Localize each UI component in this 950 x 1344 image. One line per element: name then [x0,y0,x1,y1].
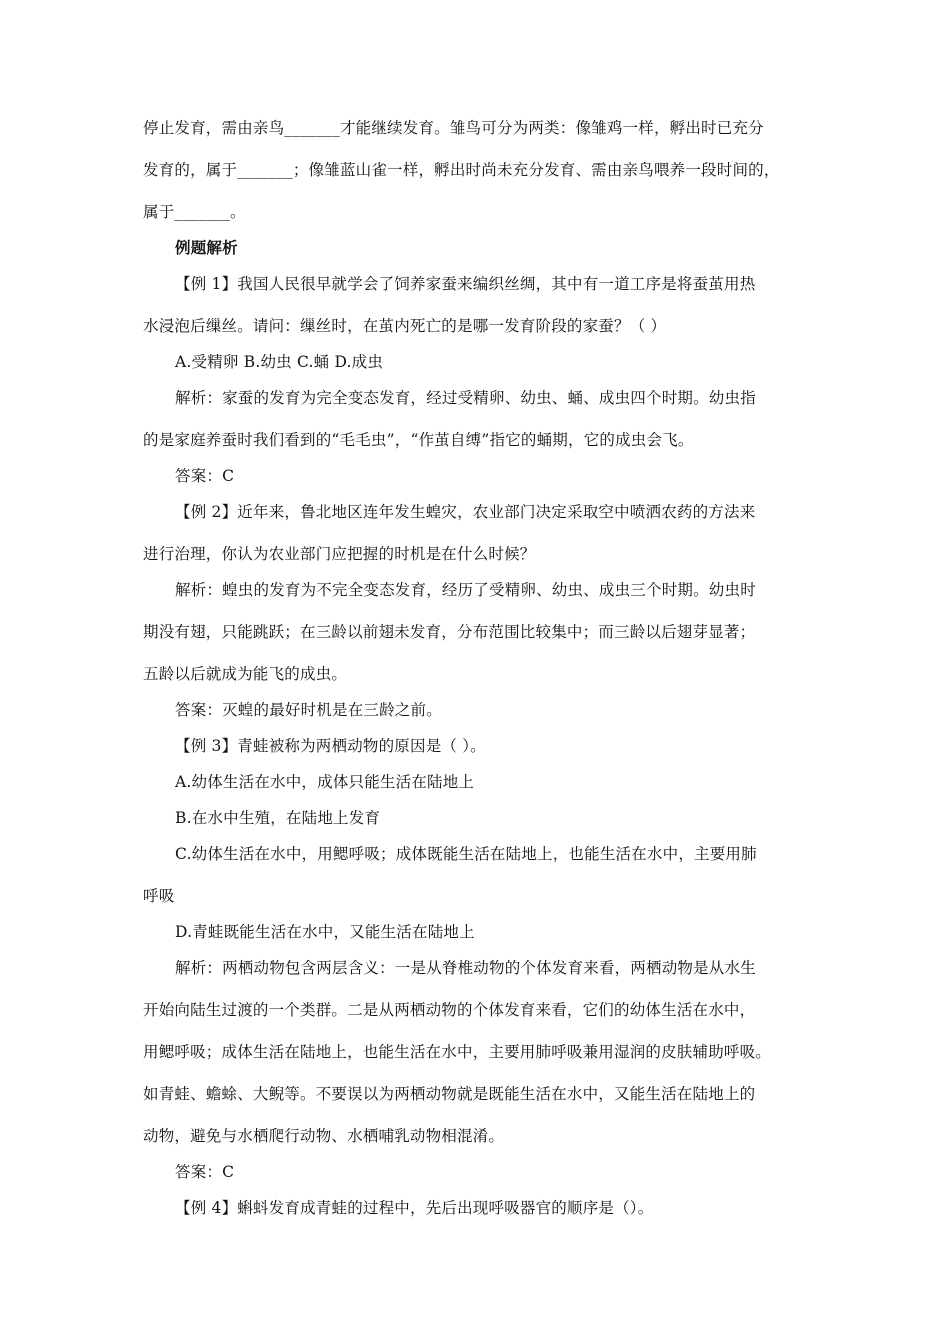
text-line: 的是家庭养蚕时我们看到的“毛毛虫”，“作茧自缚”指它的蛹期，它的成虫会飞。 [143,431,694,449]
text-line: C.幼体生活在水中，用鳃呼吸；成体既能生活在陆地上，也能生活在水中，主要用肺 [175,845,757,863]
text-line: 属于_______。 [143,203,246,221]
text-line: 发育的，属于_______；像雏蓝山雀一样，孵出时尚未充分发育、需由亲鸟喂养一段时间的， [143,161,780,179]
text-line: 【例 4】蝌蚪发育成青蛙的过程中，先后出现呼吸器官的顺序是（）。 [175,1199,654,1217]
text-line: 解析：家蚕的发育为完全变态发育，经过受精卵、幼虫、蛹、成虫四个时期。幼虫指 [175,389,756,407]
text-line: 答案：C [175,1163,235,1181]
text-line: 用鳃呼吸；成体生活在陆地上，也能生活在水中，主要用肺呼吸兼用湿润的皮肤辅助呼吸。 [143,1043,772,1061]
text-line: 解析：两栖动物包含两层含义：一是从脊椎动物的个体发育来看，两栖动物是从水生 [175,959,756,977]
text-line: 答案：C [175,467,235,485]
text-line: 答案：灭蝗的最好时机是在三龄之前。 [175,701,442,719]
text-line: 【例 1】我国人民很早就学会了饲养家蚕来编织丝绸，其中有一道工序是将蚕茧用热 [175,275,756,293]
text-line: 解析：蝗虫的发育为不完全变态发育，经历了受精卵、幼虫、成虫三个时期。幼虫时 [175,581,756,599]
text-line: 进行治理，你认为农业部门应把握的时机是在什么时候？ [143,545,536,563]
text-line: 【例 2】近年来，鲁北地区连年发生蝗灾，农业部门决定采取空中喷洒农药的方法来 [175,503,756,521]
text-line: A.幼体生活在水中，成体只能生活在陆地上 [175,773,475,791]
text-line: 【例 3】青蛙被称为两栖动物的原因是（ ）。 [175,737,486,755]
text-line: 如青蛙、蟾蜍、大鲵等。不要误以为两栖动物就是既能生活在水中，又能生活在陆地上的 [143,1085,756,1103]
text-line: B.在水中生殖，在陆地上发育 [175,809,381,827]
text-line: A.受精卵 B.幼虫 C.蛹 D.成虫 [175,353,384,371]
document-page [143,118,815,1218]
text-line: 开始向陆生过渡的一个类群。二是从两栖动物的个体发育来看，它们的幼体生活在水中， [143,1001,756,1019]
text-line: 水浸泡后缫丝。请问：缫丝时，在茧内死亡的是哪一发育阶段的家蚕？（ ） [143,317,667,335]
text-line: 停止发育，需由亲鸟_______才能继续发育。雏鸟可分为两类：像雏鸡一样，孵出时已充分 [143,119,764,137]
section-heading: 例题解析 [175,238,238,257]
text-line: 期没有翅，只能跳跃；在三龄以前翅未发育，分布范围比较集中；而三龄以后翅芽显著； [143,623,756,641]
text-line: D.青蛙既能生活在水中，又能生活在陆地上 [175,923,475,941]
text-line: 呼吸 [143,887,175,905]
text-line: 五龄以后就成为能飞的成虫。 [143,665,348,683]
text-line: 动物，避免与水栖爬行动物、水栖哺乳动物相混淆。 [143,1127,505,1145]
